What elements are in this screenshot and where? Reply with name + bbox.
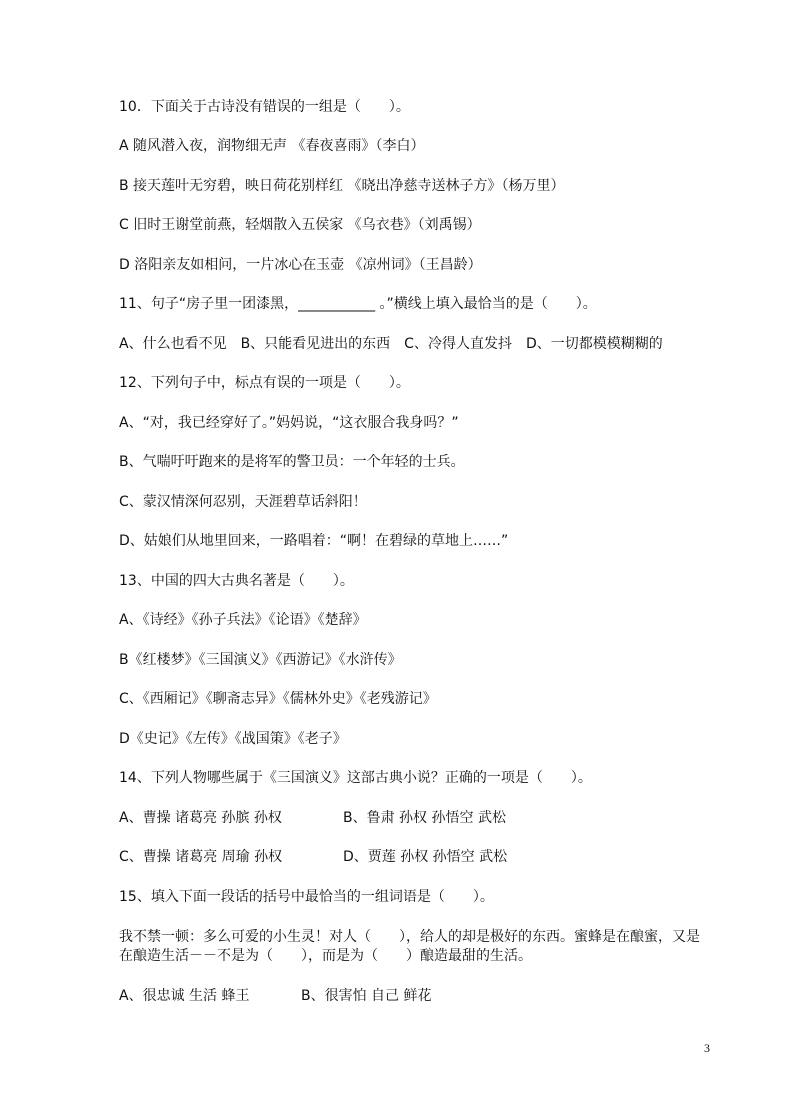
page-number: 3 xyxy=(704,1041,710,1055)
question-15-stem: 15、填入下面一段话的括号中最恰当的一组词语是（ ）。 xyxy=(119,889,494,905)
question-14-option-b: B、鲁肃 孙权 孙悟空 武松 xyxy=(343,810,506,826)
question-10-option-d: D 洛阳亲友如相问，一片冰心在玉壶 《凉州词》（王昌龄） xyxy=(119,257,482,273)
question-14-stem: 14、下列人物哪些属于《三国演义》这部古典小说？正确的一项是（ ）。 xyxy=(119,770,592,786)
question-15-passage-line-2: 在酿造生活－－不是为（ ），而是为（ ）酿造最甜的生活。 xyxy=(119,948,532,964)
question-14-option-a: A、曹操 诸葛亮 孙膑 孙权 xyxy=(119,810,282,826)
question-12-option-a: A、“对，我已经穿好了。”妈妈说，“这衣服合我身吗？” xyxy=(119,415,459,431)
question-12-option-c: C、蒙汉情深何忍别，天涯碧草话斜阳！ xyxy=(119,494,367,510)
question-12-stem: 12、下列句子中，标点有误的一项是（ ）。 xyxy=(119,375,410,391)
question-11-stem: 11、句子“房子里一团漆黑，___________ 。”横线上填入最恰当的是（ ）。 xyxy=(119,296,597,312)
question-13-option-b: B《红楼梦》《三国演义》《西游记》《水浒传》 xyxy=(119,652,402,668)
question-10-stem: 10．下面关于古诗没有错误的一组是（ ）。 xyxy=(119,99,410,115)
question-10-option-c: C 旧时王谢堂前燕，轻烟散入五侯家 《乌衣巷》（刘禹锡） xyxy=(119,217,481,233)
question-13-option-a: A、《诗经》《孙子兵法》《论语》《楚辞》 xyxy=(119,612,367,628)
question-15-option-b: B、很害怕 自己 鲜花 xyxy=(301,988,432,1004)
question-14-option-c: C、曹操 诸葛亮 周瑜 孙权 xyxy=(119,849,283,865)
question-15-option-a: A、很忠诚 生活 蜂王 xyxy=(119,988,250,1004)
question-13-option-d: D《史记》《左传》《战国策》《老子》 xyxy=(119,731,347,747)
question-13-stem: 13、中国的四大古典名著是（ ）。 xyxy=(119,573,354,589)
question-10-option-b: B 接天莲叶无穷碧，映日荷花别样红 《晓出净慈寺送林子方》（杨万里） xyxy=(119,178,565,194)
question-11-options: A、什么也看不见 B、只能看见进出的东西 C、冷得人直发抖 D、一切都模模糊糊的 xyxy=(119,336,663,352)
question-15-passage-line-1: 我不禁一顿：多么可爱的小生灵！对人（ ），给人的却是极好的东西。蜜蜂是在酿蜜，又是 xyxy=(119,929,700,945)
question-12-option-b: B、气喘吁吁跑来的是将军的警卫员：一个年轻的士兵。 xyxy=(119,454,465,470)
question-10-option-a: A 随风潜入夜，润物细无声 《春夜喜雨》（李白） xyxy=(119,138,425,154)
question-13-option-c: C、《西厢记》《聊斋志异》《儒林外史》《老残游记》 xyxy=(119,691,437,707)
question-14-option-d: D、贾莲 孙权 孙悟空 武松 xyxy=(343,849,508,865)
question-12-option-d: D、姑娘们从地里回来，一路唱着：“啊！在碧绿的草地上……” xyxy=(119,533,509,549)
